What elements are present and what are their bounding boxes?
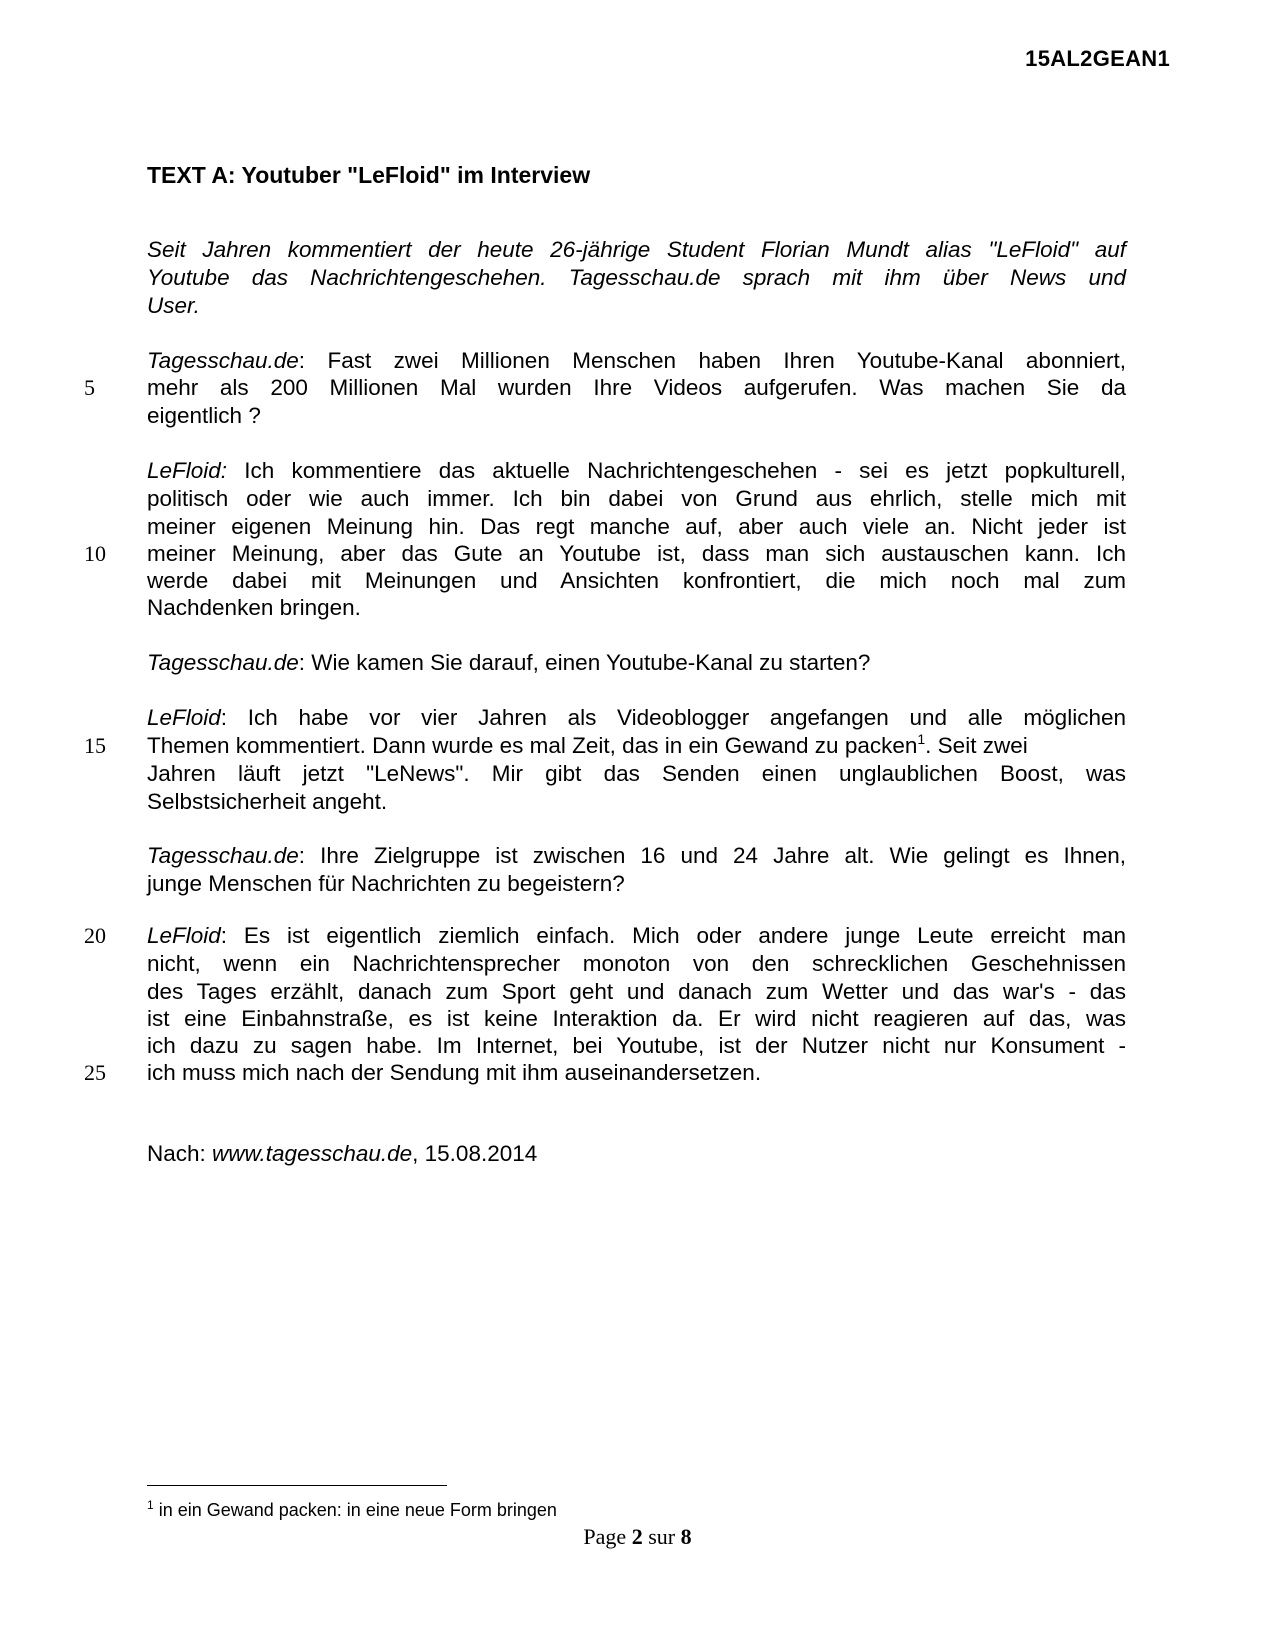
a1-line-1: LeFloid: Ich kommentiere das aktuelle Nachrichtengeschehen - sei es jetzt popkulturell, bbox=[147, 458, 1126, 483]
a2-line-2: Themen kommentiert. Dann wurde es mal Zeit, das in ein Gewand zu packen$^1$. Seit zwei bbox=[147, 731, 1028, 758]
a3-line-3: des Tages erzählt, danach zum Sport geht und danach zum Wetter und das war's - das bbox=[147, 979, 1126, 1004]
footnote-reference: 1 bbox=[917, 731, 926, 747]
a2-speaker: LeFloid bbox=[147, 705, 221, 730]
source-site: www.tagesschau.de bbox=[212, 1141, 413, 1166]
q1-line-2: mehr als 200 Millionen Mal wurden Ihre Videos aufgerufen. Was machen Sie da bbox=[147, 375, 1126, 400]
a3-speaker: LeFloid bbox=[147, 923, 221, 948]
q3-line-2: junge Menschen für Nachrichten zu begeistern? bbox=[147, 871, 625, 896]
source-citation: Nach: www.tagesschau.de, 15.08.2014 bbox=[147, 1141, 538, 1166]
a3-line-2: nicht, wenn ein Nachrichtensprecher monoton von den schrecklichen Geschehnissen bbox=[147, 951, 1126, 976]
a1-line-4: meiner Meinung, aber das Gute an Youtube ist, dass man sich austauschen kann. Ich bbox=[147, 541, 1126, 566]
a1-line-2: politisch oder wie auch immer. Ich bin dabei von Grund aus ehrlich, stelle mich mit bbox=[147, 486, 1126, 511]
a1-speaker: LeFloid: bbox=[147, 458, 228, 483]
a1-line-5: werde dabei mit Meinungen und Ansichten konfrontiert, die mich noch mal zum bbox=[147, 568, 1126, 593]
document-code: 15AL2GEAN1 bbox=[1025, 46, 1170, 71]
a3-line-4: ist eine Einbahnstraße, es ist keine Interaktion da. Er wird nicht reagieren auf das, was bbox=[147, 1006, 1126, 1031]
q2-line-1: Tagesschau.de: Wie kamen Sie darauf, einen Youtube-Kanal zu starten? bbox=[147, 650, 871, 675]
a2-line-1: LeFloid: Ich habe vor vier Jahren als Videoblogger angefangen und alle möglichen bbox=[147, 705, 1126, 730]
page-indicator: Page 2 sur 8 bbox=[583, 1524, 692, 1549]
footnote: $^1$ in ein Gewand packen: in eine neue Form bringen bbox=[147, 1498, 557, 1520]
page-total: 8 bbox=[680, 1524, 692, 1549]
page-current: 2 bbox=[631, 1524, 643, 1549]
q2-speaker: Tagesschau.de bbox=[147, 650, 299, 675]
a3-line-1: LeFloid: Es ist eigentlich ziemlich einfach. Mich oder andere junge Leute erreicht man bbox=[147, 923, 1126, 948]
intro-line-1: Seit Jahren kommentiert der heute 26-jährige Student Florian Mundt alias "LeFloid" auf bbox=[147, 237, 1126, 262]
a2-line-3: Jahren läuft jetzt "LeNews". Mir gibt das Senden einen unglaublichen Boost, was bbox=[147, 761, 1126, 786]
q3-line-1: Tagesschau.de: Ihre Zielgruppe ist zwischen 16 und 24 Jahre alt. Wie gelingt es Ihnen, bbox=[147, 843, 1126, 868]
line-number-20: 20 bbox=[84, 923, 106, 948]
a2-line-4: Selbstsicherheit angeht. bbox=[147, 789, 388, 814]
line-number-10: 10 bbox=[84, 541, 106, 566]
a1-line-3: meiner eigenen Meinung hin. Das regt manche auf, aber auch viele an. Nicht jeder ist bbox=[147, 514, 1126, 539]
a1-line-6: Nachdenken bringen. bbox=[147, 595, 361, 620]
q1-line-1: Tagesschau.de: Fast zwei Millionen Menschen haben Ihren Youtube-Kanal abonniert, bbox=[147, 348, 1126, 373]
a3-line-6: ich muss mich nach der Sendung mit ihm auseinandersetzen. bbox=[147, 1060, 762, 1085]
intro-line-3: User. bbox=[147, 293, 200, 318]
line-number-5: 5 bbox=[84, 375, 95, 400]
intro-line-2: Youtube das Nachrichtengeschehen. Tagesschau.de sprach mit ihm über News und bbox=[147, 265, 1126, 290]
a3-line-5: ich dazu zu sagen habe. Im Internet, bei Youtube, ist der Nutzer nicht nur Konsument - bbox=[147, 1033, 1126, 1058]
text-title: TEXT A: Youtuber "LeFloid" im Interview bbox=[147, 162, 591, 188]
footnote-rule bbox=[147, 1485, 447, 1486]
q1-line-3: eigentlich ? bbox=[147, 403, 261, 428]
q1-speaker: Tagesschau.de bbox=[147, 348, 299, 373]
q3-speaker: Tagesschau.de bbox=[147, 843, 299, 868]
line-number-15: 15 bbox=[84, 733, 106, 758]
line-number-25: 25 bbox=[84, 1060, 106, 1085]
